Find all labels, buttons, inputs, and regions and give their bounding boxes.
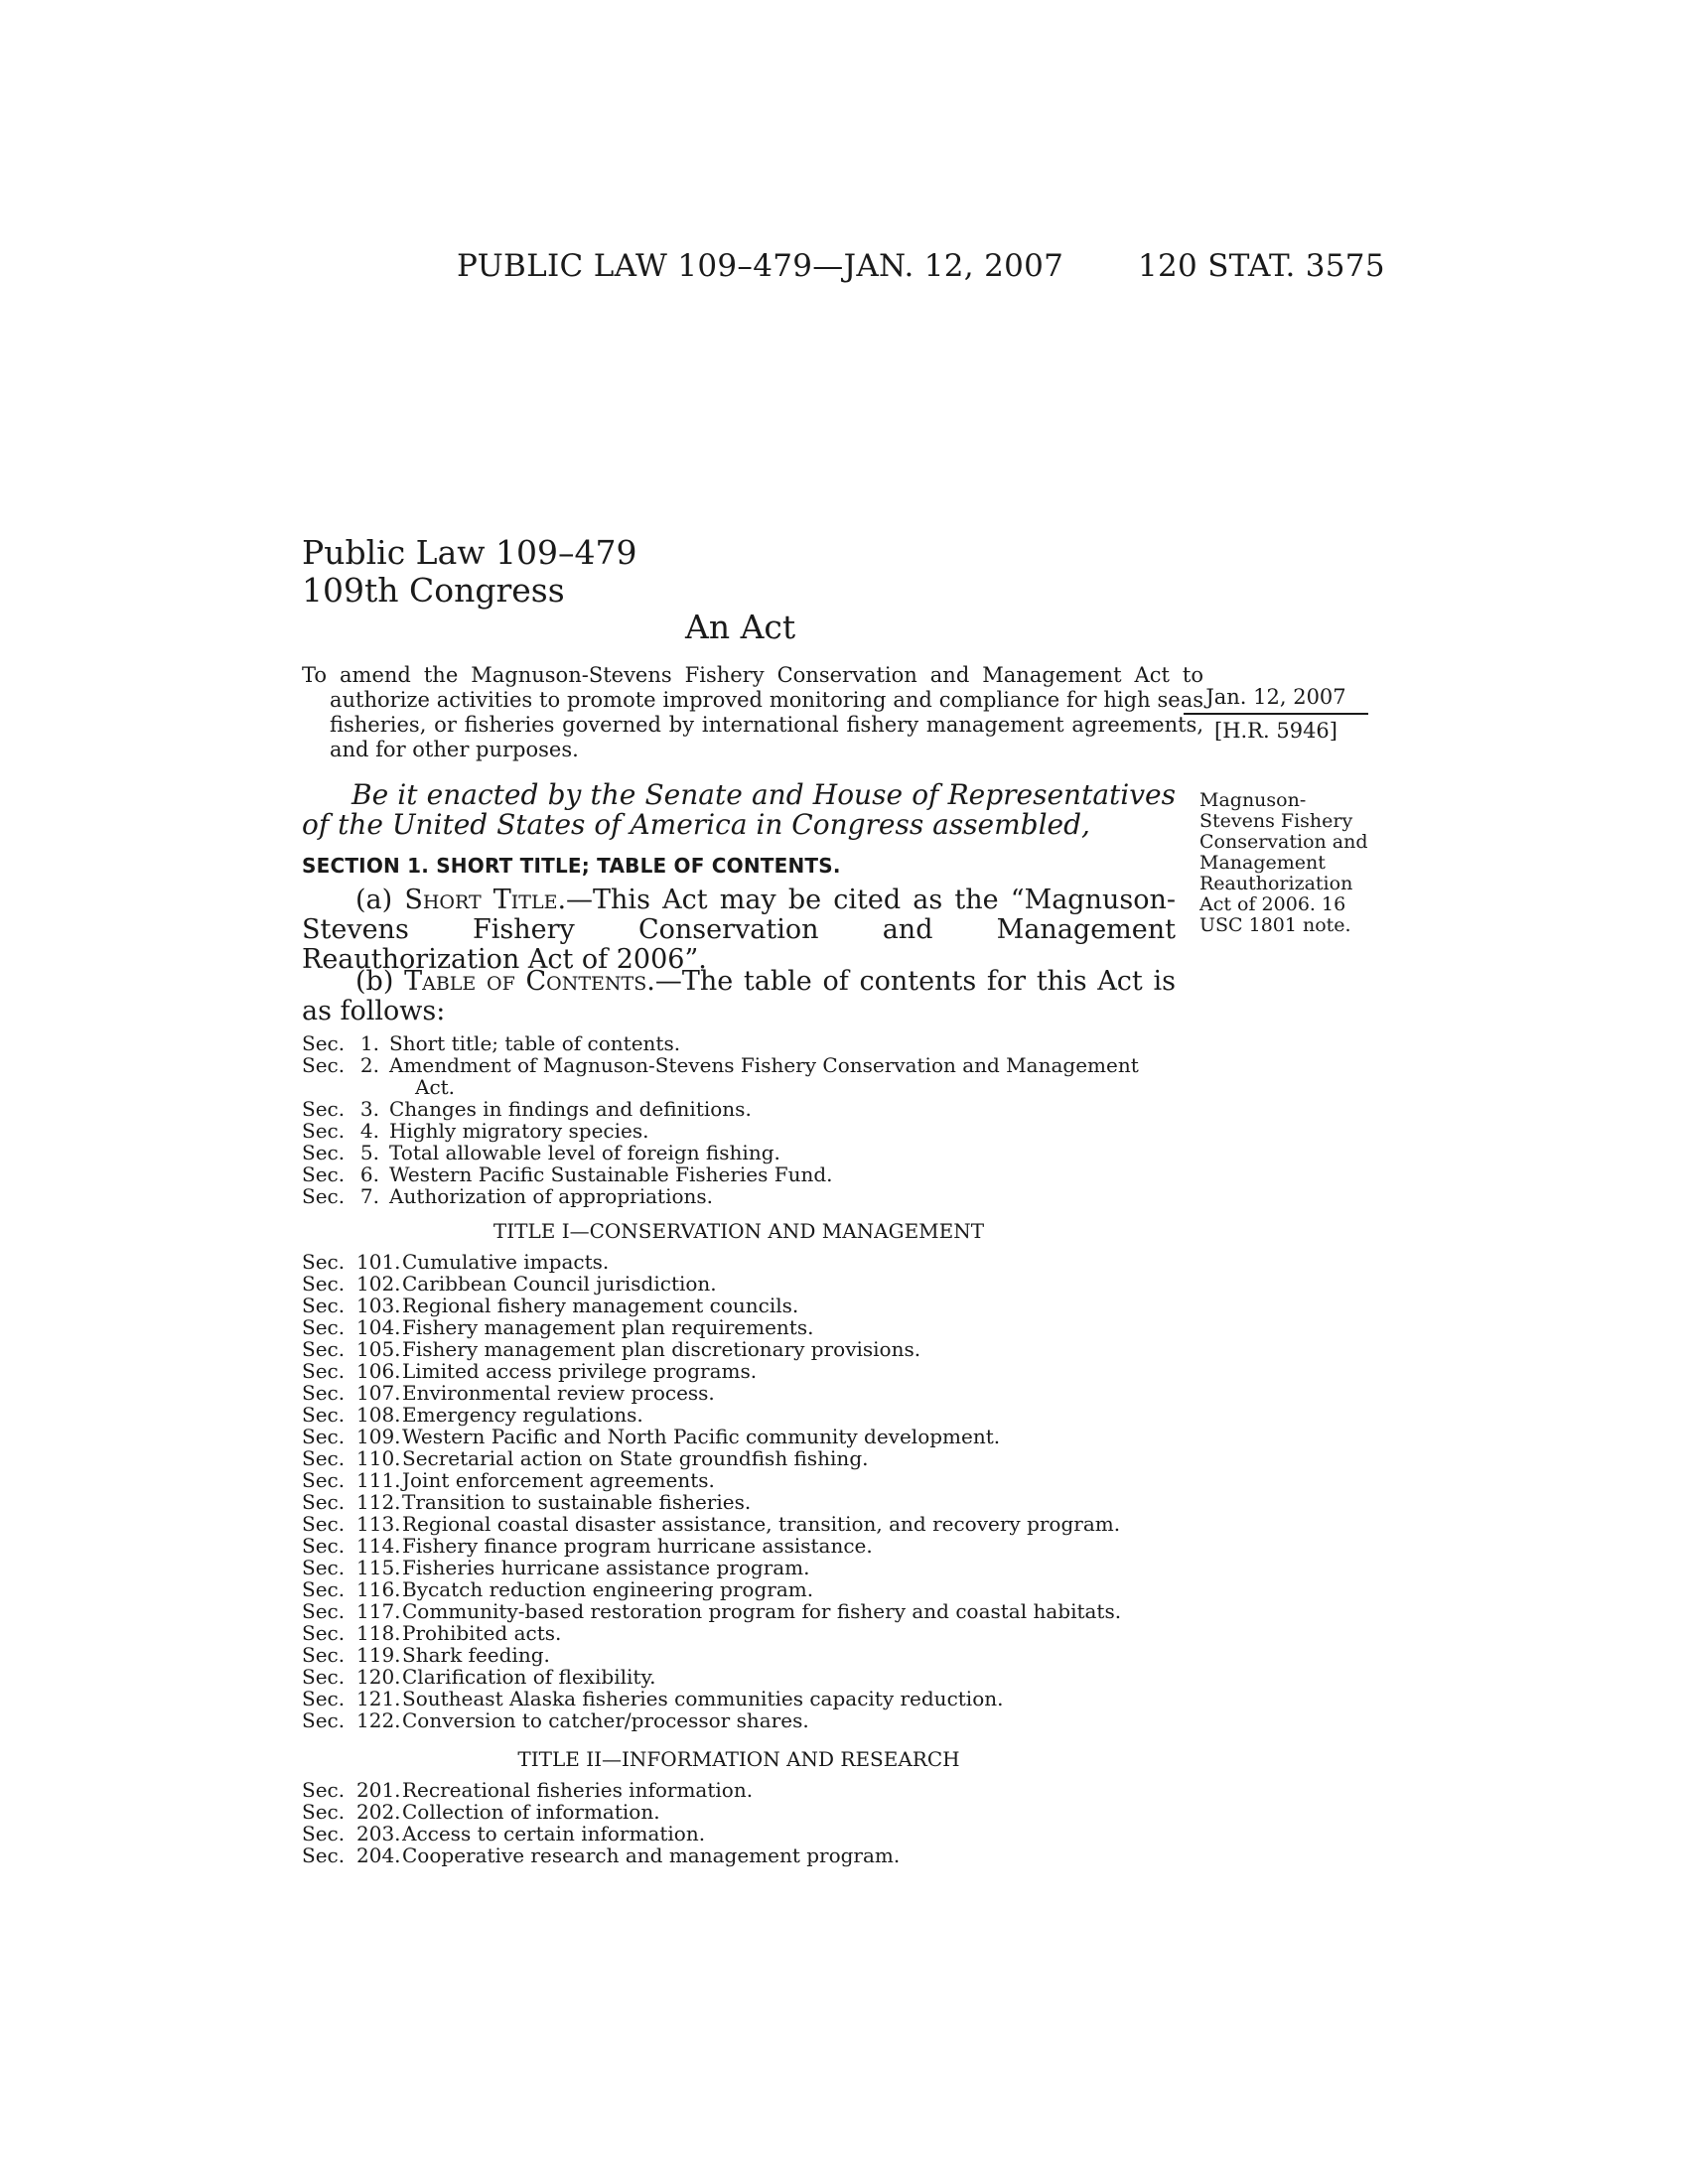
toc-sec-number: 104. <box>356 1315 401 1339</box>
toc-entry <box>302 1120 1196 1142</box>
toc-entry-continuation: Act. <box>415 1075 456 1099</box>
toc-sec-label: Sec. <box>302 1294 346 1317</box>
toc-sec-title: Western Pacific Sustainable Fisheries Fund. <box>389 1162 833 1186</box>
toc-sec-title: Access to certain information. <box>402 1822 706 1845</box>
congress-number: 109th Congress <box>302 571 565 610</box>
toc-sec-number: 109. <box>356 1425 401 1448</box>
toc-sec-label: Sec. <box>302 1184 346 1208</box>
toc-entry <box>302 1382 1196 1404</box>
toc-sec-label: Sec. <box>302 1446 346 1470</box>
toc-sec-label: Sec. <box>302 1337 346 1361</box>
toc-sec-title: Cooperative research and management program. <box>402 1843 901 1867</box>
toc-sec-label: Sec. <box>302 1843 346 1867</box>
toc-sec-title: Cumulative impacts. <box>402 1250 610 1274</box>
toc-entry <box>302 1404 1196 1426</box>
toc-entry <box>302 1469 1196 1491</box>
toc-sec-number: 119. <box>356 1643 401 1667</box>
toc-title-one-list <box>302 1251 1196 1731</box>
toc-sec-number: 3. <box>359 1097 379 1121</box>
toc-sec-number: 103. <box>356 1294 401 1317</box>
toc-sec-number: 111. <box>356 1468 401 1492</box>
toc-entry <box>302 1142 1196 1163</box>
toc-sec-title: Highly migratory species. <box>389 1119 649 1143</box>
toc-sec-number: 105. <box>356 1337 401 1361</box>
toc-entry <box>302 1447 1196 1469</box>
toc-sec-title: Community-based restoration program for fishery and coastal habitats. <box>402 1599 1122 1623</box>
subsection-a-label: (a) <box>355 885 405 915</box>
toc-entry <box>302 1054 1196 1076</box>
toc-sec-number: 201. <box>356 1778 401 1802</box>
toc-sec-title: Collection of information. <box>402 1800 660 1824</box>
toc-sec-label: Sec. <box>302 1315 346 1339</box>
toc-entry <box>302 1535 1196 1557</box>
toc-sec-label: Sec. <box>302 1778 346 1802</box>
toc-sec-number: 118. <box>356 1621 401 1645</box>
enactment-date: Jan. 12, 2007 <box>1184 685 1368 715</box>
toc-sec-label: Sec. <box>302 1425 346 1448</box>
law-title-block <box>302 534 636 610</box>
toc-entry <box>302 1666 1196 1688</box>
toc-sec-number: 110. <box>356 1446 401 1470</box>
toc-sec-title: Short title; table of contents. <box>389 1031 681 1055</box>
toc-sec-label: Sec. <box>302 1643 346 1667</box>
toc-entry <box>302 1273 1196 1295</box>
toc-sec-number: 202. <box>356 1800 401 1824</box>
toc-sec-label: Sec. <box>302 1687 346 1710</box>
toc-sec-number: 2. <box>359 1053 379 1077</box>
toc-sec-title: Transition to sustainable fisheries. <box>402 1490 752 1514</box>
toc-sec-title: Southeast Alaska fisheries communities capacity reduction. <box>402 1687 1004 1710</box>
running-header-law: PUBLIC LAW 109–479—JAN. 12, 2007 <box>457 248 1064 284</box>
toc-entry <box>302 1801 1196 1823</box>
subsection-a <box>302 886 1176 975</box>
toc-entry <box>302 1823 1196 1844</box>
toc-sec-number: 204. <box>356 1843 401 1867</box>
toc-sec-title: Bycatch reduction engineering program. <box>402 1577 814 1601</box>
toc-sec-label: Sec. <box>302 1490 346 1514</box>
law-number: Public Law 109–479 <box>302 533 637 572</box>
toc-entry <box>302 1426 1196 1447</box>
toc-entry <box>302 1316 1196 1338</box>
toc-entry <box>302 1600 1196 1622</box>
toc-sec-label: Sec. <box>302 1403 346 1427</box>
toc-sec-label: Sec. <box>302 1621 346 1645</box>
subsection-b <box>302 967 1176 1026</box>
toc-sec-title: Recreational fisheries information. <box>402 1778 754 1802</box>
toc-sec-title: Fishery management plan discretionary provisions. <box>402 1337 921 1361</box>
toc-sec-number: 117. <box>356 1599 401 1623</box>
subsection-b-caption: Table of Contents <box>404 966 647 997</box>
toc-sec-label: Sec. <box>302 1359 346 1383</box>
subsection-b-text: .—The table of contents for this Act is as follows: <box>302 966 1176 1026</box>
margin-note: Magnuson-Stevens Fishery Conservation and Management Reauthorization Act of 2006. 16 USC 1801 note. <box>1199 789 1368 936</box>
toc-entry <box>302 1622 1196 1644</box>
toc-sec-title: Fishery management plan requirements. <box>402 1315 814 1339</box>
toc-sec-number: 115. <box>356 1556 401 1579</box>
act-heading: An Act <box>685 608 796 646</box>
bill-number: [H.R. 5946] <box>1214 719 1337 743</box>
toc-sec-number: 203. <box>356 1822 401 1845</box>
toc-entry <box>302 1032 1196 1054</box>
toc-entry <box>302 1779 1196 1801</box>
toc-entry <box>302 1578 1196 1600</box>
toc-sec-number: 113. <box>356 1512 401 1536</box>
toc-entry <box>302 1098 1196 1120</box>
toc-sec-label: Sec. <box>302 1272 346 1296</box>
toc-sec-title: Prohibited acts. <box>402 1621 562 1645</box>
subsection-a-text: .—This Act may be cited as the “Magnuson-Stevens Fishery Conservation and Management Reauthorization Act of 2006”. <box>302 885 1176 975</box>
toc-sec-number: 6. <box>359 1162 379 1186</box>
toc-sec-label: Sec. <box>302 1534 346 1558</box>
toc-sec-number: 4. <box>359 1119 379 1143</box>
toc-sec-label: Sec. <box>302 1381 346 1405</box>
toc-entry <box>302 1844 1196 1866</box>
toc-entry <box>302 1163 1196 1185</box>
toc-sec-title: Joint enforcement agreements. <box>402 1468 715 1492</box>
toc-sec-number: 121. <box>356 1687 401 1710</box>
toc-sec-title: Western Pacific and North Pacific community development. <box>402 1425 1001 1448</box>
toc-entry <box>302 1709 1196 1731</box>
toc-sec-title: Fisheries hurricane assistance program. <box>402 1556 810 1579</box>
toc-sec-label: Sec. <box>302 1512 346 1536</box>
toc-sec-label: Sec. <box>302 1162 346 1186</box>
toc-entry <box>302 1360 1196 1382</box>
toc-entry <box>302 1185 1196 1207</box>
toc-sec-title: Amendment of Magnuson-Stevens Fishery Conservation and Management <box>389 1053 1139 1077</box>
title-two-heading: TITLE II—INFORMATION AND RESEARCH <box>517 1747 960 1771</box>
toc-sec-number: 122. <box>356 1708 401 1732</box>
running-header-stat: 120 STAT. 3575 <box>1138 248 1385 284</box>
toc-sec-title: Regional coastal disaster assistance, transition, and recovery program. <box>402 1512 1121 1536</box>
toc-entry <box>302 1644 1196 1666</box>
toc-sec-label: Sec. <box>302 1468 346 1492</box>
toc-sec-number: 108. <box>356 1403 401 1427</box>
date-box <box>1184 685 1368 743</box>
toc-sec-number: 5. <box>359 1141 379 1164</box>
toc-sec-label: Sec. <box>302 1800 346 1824</box>
toc-sec-label: Sec. <box>302 1119 346 1143</box>
toc-sec-title: Shark feeding. <box>402 1643 550 1667</box>
toc-sec-label: Sec. <box>302 1577 346 1601</box>
toc-entry <box>302 1491 1196 1513</box>
toc-entry <box>302 1513 1196 1535</box>
toc-entry <box>302 1295 1196 1316</box>
toc-sec-number: 101. <box>356 1250 401 1274</box>
toc-sec-number: 7. <box>359 1184 379 1208</box>
toc-sec-title: Emergency regulations. <box>402 1403 643 1427</box>
toc-sec-title: Caribbean Council jurisdiction. <box>402 1272 717 1296</box>
toc-sec-title: Clarification of flexibility. <box>402 1665 656 1689</box>
toc-sec-title: Conversion to catcher/processor shares. <box>402 1708 809 1732</box>
toc-sec-number: 107. <box>356 1381 401 1405</box>
toc-sec-label: Sec. <box>302 1822 346 1845</box>
toc-sec-title: Total allowable level of foreign fishing. <box>389 1141 780 1164</box>
toc-sec-label: Sec. <box>302 1141 346 1164</box>
toc-entry <box>302 1688 1196 1709</box>
subsection-a-caption: Short Title <box>404 885 558 915</box>
toc-entry <box>302 1557 1196 1578</box>
toc-sec-number: 120. <box>356 1665 401 1689</box>
toc-sec-title: Authorization of appropriations. <box>389 1184 714 1208</box>
toc-sec-title: Regional fishery management councils. <box>402 1294 799 1317</box>
subsection-b-label: (b) <box>355 966 405 997</box>
toc-sec-label: Sec. <box>302 1250 346 1274</box>
toc-sec-number: 106. <box>356 1359 401 1383</box>
toc-sec-title: Limited access privilege programs. <box>402 1359 758 1383</box>
toc-entry <box>302 1338 1196 1360</box>
toc-sec-label: Sec. <box>302 1708 346 1732</box>
toc-sec-label: Sec. <box>302 1599 346 1623</box>
section-heading: SECTION 1. SHORT TITLE; TABLE OF CONTENTS. <box>302 854 841 878</box>
toc-title-two-list <box>302 1779 1196 1866</box>
toc-sec-label: Sec. <box>302 1665 346 1689</box>
purpose-text: To amend the Magnuson-Stevens Fishery Conservation and Management Act to authorize activities to promote improved monitoring and compliance for high seas fisheries, or fisheries governed by international fishery management agreements, and for other purposes. <box>302 663 1203 761</box>
toc-sec-title: Secretarial action on State groundfish fishing. <box>402 1446 869 1470</box>
enacting-clause: Be it enacted by the Senate and House of Representatives of the United States of America in Congress assembled, <box>302 778 1176 841</box>
toc-entry <box>302 1251 1196 1273</box>
toc-sec-title: Environmental review process. <box>402 1381 715 1405</box>
toc-sec-number: 112. <box>356 1490 401 1514</box>
toc-sec-number: 102. <box>356 1272 401 1296</box>
toc-sec-number: 116. <box>356 1577 401 1601</box>
toc-sec-label: Sec. <box>302 1556 346 1579</box>
toc-sec-number: 1. <box>359 1031 379 1055</box>
toc-sec-number: 114. <box>356 1534 401 1558</box>
title-one-heading: TITLE I—CONSERVATION AND MANAGEMENT <box>492 1219 985 1243</box>
toc-sec-label: Sec. <box>302 1097 346 1121</box>
toc-sec-title: Fishery finance program hurricane assistance. <box>402 1534 873 1558</box>
toc-sec-label: Sec. <box>302 1031 346 1055</box>
toc-sec-label: Sec. <box>302 1053 346 1077</box>
toc-general-list <box>302 1032 1196 1207</box>
toc-sec-title: Changes in findings and definitions. <box>389 1097 752 1121</box>
